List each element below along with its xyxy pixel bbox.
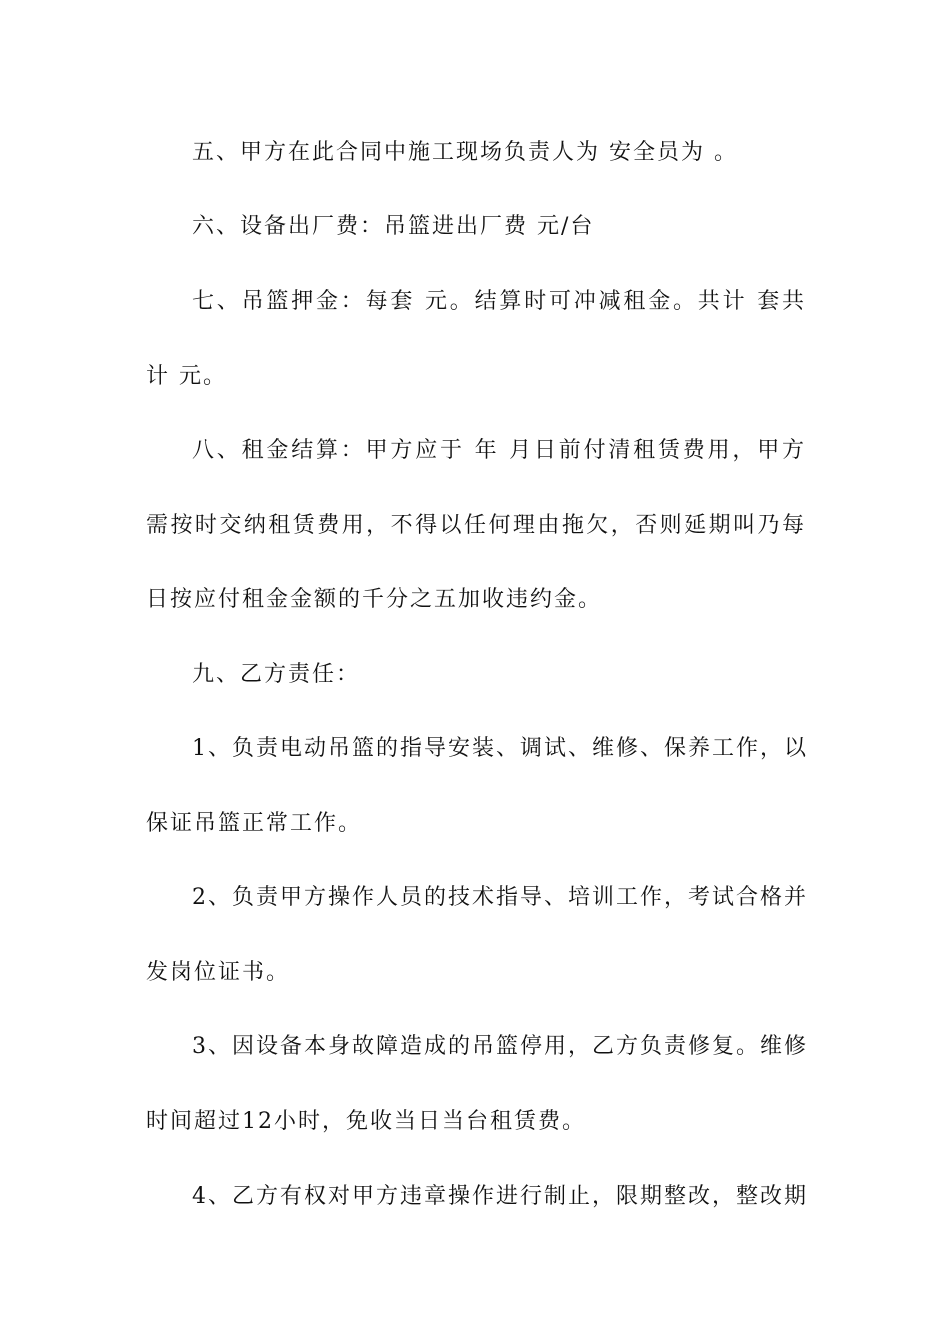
clause-8-line-3: 日按应付租金金额的千分之五加收违约金。 (146, 587, 603, 612)
clause-8-line-2: 需按时交纳租赁费用，不得以任何理由拖欠，否则延期叫乃每 (146, 513, 806, 538)
item-2-line-2: 发岗位证书。 (146, 960, 291, 985)
clause-9-heading: 九、乙方责任： (192, 662, 361, 687)
item-1-line-1: 1、负责电动吊篮的指导安装、调试、维修、保养工作，以 (192, 736, 808, 761)
item-3-line-1: 3、因设备本身故障造成的吊篮停用，乙方负责修复。维修 (192, 1034, 808, 1059)
item-3-line-2: 时间超过12小时，免收当日当台租赁费。 (146, 1109, 586, 1134)
clause-7-line-1: 七、吊篮押金：每套 元。结算时可冲减租金。共计 套共 (192, 289, 806, 314)
clause-5-line: 五、甲方在此合同中施工现场负责人为 安全员为 。 (192, 140, 738, 165)
item-1-line-2: 保证吊篮正常工作。 (146, 811, 363, 836)
clause-8-line-1: 八、租金结算：甲方应于 年 月日前付清租赁费用，甲方 (192, 438, 806, 463)
clause-6-line: 六、设备出厂费：吊篮进出厂费 元/台 (192, 214, 595, 239)
clause-7-line-2: 计 元。 (146, 364, 227, 389)
item-2-line-1: 2、负责甲方操作人员的技术指导、培训工作，考试合格并 (192, 885, 808, 910)
item-4-line-1: 4、乙方有权对甲方违章操作进行制止，限期整改，整改期 (192, 1184, 808, 1209)
